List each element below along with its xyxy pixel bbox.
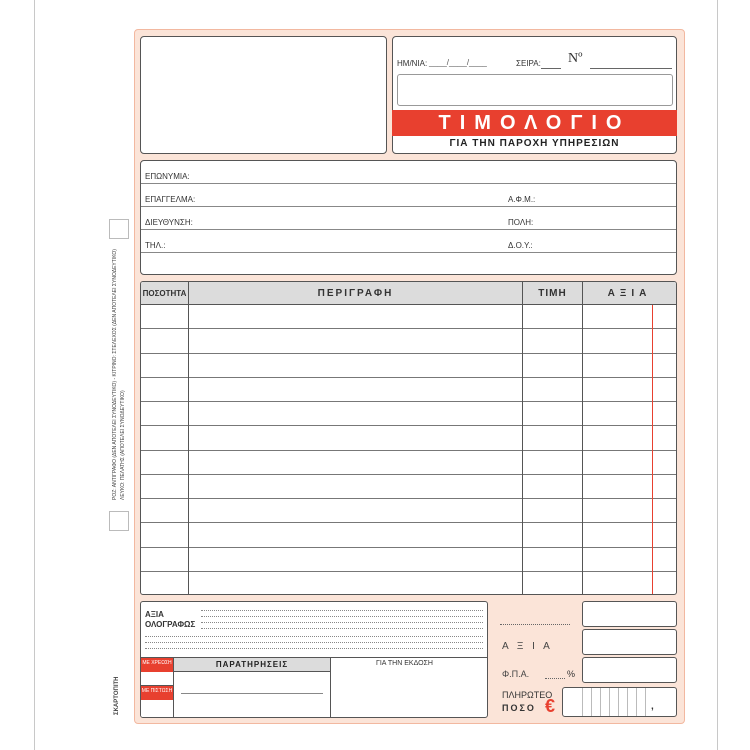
- number-label: Νº: [568, 51, 583, 66]
- phone-line: [141, 252, 676, 253]
- table-row[interactable]: [141, 499, 676, 523]
- digit-separator: [645, 688, 646, 716]
- footer-left-box: [140, 601, 488, 718]
- doy-label: Δ.Ο.Υ.:: [508, 241, 533, 250]
- copies-note: ΡΟΖ: ΑΝΤΙΓΡΑΦΟ (ΔΕΝ ΑΠΟΤΕΛΕΙ ΣΥΝΟΔΕΥΤΙΚΟ) - ΚΙΤΡΙΝΟ: ΣΤΕΛΕΧΟΣ (ΔΕΝ ΑΠΟΤΕΛΕΙ ΣΥΝΟΔΕΥΤΙΚΟ): [112, 249, 118, 500]
- amount-words-line-2: [201, 616, 483, 617]
- remarks-line: [181, 693, 323, 694]
- amount-words-label-1: ΑΞΙΑ: [145, 610, 164, 619]
- profession-line: [141, 206, 676, 207]
- table-row[interactable]: [141, 548, 676, 572]
- address-line: [141, 229, 676, 230]
- amount-words-line-7: [145, 648, 483, 649]
- issuer-separator: [330, 657, 331, 718]
- table-row[interactable]: [141, 402, 676, 426]
- amount-words-line-1: [201, 610, 483, 611]
- issuer-box: [140, 36, 387, 154]
- afm-label: Α.Φ.Μ.:: [508, 195, 536, 204]
- customer-box: [140, 160, 677, 275]
- table-row[interactable]: [141, 426, 676, 450]
- table-row[interactable]: [141, 572, 676, 595]
- brand-mark: ΣΚΑΡΤΟΠΙΤΗ: [114, 676, 120, 715]
- credit-checkbox[interactable]: [141, 700, 173, 718]
- issuer-label: ΓΙΑ ΤΗΝ ΕΚΔΟΣΗ: [376, 660, 433, 667]
- col-sep-3: [582, 282, 583, 595]
- remarks-header: ΠΑΡΑΤΗΡΗΣΕΙΣ: [174, 658, 330, 672]
- amount-words-line-5: [145, 636, 483, 637]
- credit-badge: ΜΕ ΠΙΣΤΩΣΗ: [141, 686, 173, 700]
- address-label: ΔΙΕΥΘΥΝΣΗ:: [145, 218, 193, 227]
- table-row[interactable]: [141, 523, 676, 547]
- series-line: [541, 68, 561, 69]
- col-value: ΑΞΙΑ: [607, 288, 652, 299]
- digit-separator: [627, 688, 628, 716]
- name-label: ΕΠΩΝΥΜΙΑ:: [145, 172, 190, 181]
- payable-amount-field[interactable]: [562, 687, 677, 717]
- name-line: [141, 183, 676, 184]
- phone-label: ΤΗΛ.:: [145, 241, 166, 250]
- value-amount-field[interactable]: [582, 629, 677, 655]
- debit-badge: ΜΕ ΧΡΕΩΣΗ: [141, 658, 173, 672]
- col-price: ΤΙΜΗ: [538, 288, 567, 299]
- table-row[interactable]: [141, 475, 676, 499]
- value-total-field[interactable]: [582, 601, 677, 627]
- payable-comma: ,: [651, 701, 654, 712]
- table-row[interactable]: [141, 305, 676, 329]
- digit-separator: [582, 688, 583, 716]
- document-subtitle: ΓΙΑ ΤΗΝ ΠΑΡΟΧΗ ΥΠΗΡΕΣΙΩΝ: [449, 138, 620, 149]
- col-sep-2: [522, 282, 523, 595]
- value-dotted-line: [500, 624, 570, 625]
- table-row[interactable]: [141, 451, 676, 475]
- value-label: Α Ξ Ι Α: [502, 641, 553, 652]
- document-title: ΤΙΜΟΛΟΓΙΟ: [392, 110, 677, 136]
- invoice-header-box: [392, 36, 677, 154]
- payable-label-2: ΠΟΣΟ: [502, 703, 536, 713]
- vat-percent: %: [567, 669, 576, 679]
- payable-label-1: ΠΛΗΡΩΤΕΟ: [502, 690, 553, 700]
- digit-separator: [618, 688, 619, 716]
- date-label: ΗΜ/ΝΙΑ:: [397, 59, 428, 68]
- amount-words-line-4: [201, 628, 483, 629]
- punch-mark-top: [109, 219, 129, 239]
- series-label: ΣΕΙΡΑ:: [516, 59, 541, 68]
- debit-checkbox[interactable]: [141, 672, 173, 686]
- table-row[interactable]: [141, 329, 676, 353]
- amount-words-line-6: [145, 642, 483, 643]
- amount-words-line-3: [201, 622, 483, 623]
- cents-separator: [652, 305, 653, 595]
- digit-separator: [609, 688, 610, 716]
- copies-note-2: ΛΕΥΚΟ: ΠΕΛΑΤΗΣ (ΑΠΟΤΕΛΕΙ ΣΥΝΟΔΕΥΤΙΚΟ): [120, 390, 126, 500]
- items-table: [140, 281, 677, 595]
- number-line: [590, 68, 672, 69]
- amount-words-label-2: ΟΛΟΓΡΑΦΩΣ: [145, 620, 196, 629]
- table-row[interactable]: [141, 378, 676, 402]
- invoice-form: [134, 29, 685, 724]
- date-slashes: ____/____/____: [429, 58, 487, 67]
- vat-label: Φ.Π.Α.: [502, 669, 530, 679]
- city-label: ΠΟΛΗ:: [508, 218, 534, 227]
- digit-separator: [636, 688, 637, 716]
- vat-amount-field[interactable]: [582, 657, 677, 683]
- col-quantity: ΠΟΣΟΤΗΤΑ: [142, 289, 187, 298]
- col-sep-1: [188, 282, 189, 595]
- vat-percent-line: [545, 678, 565, 679]
- punch-mark-bottom: [109, 511, 129, 531]
- digit-separator: [600, 688, 601, 716]
- euro-icon: €: [545, 696, 556, 716]
- col-description: ΠΕΡΙΓΡΑΦΗ: [317, 288, 394, 299]
- table-header: [141, 282, 676, 305]
- profession-label: ΕΠΑΓΓΕΛΜΑ:: [145, 195, 196, 204]
- table-row[interactable]: [141, 354, 676, 378]
- digit-separator: [591, 688, 592, 716]
- number-field[interactable]: [397, 74, 673, 106]
